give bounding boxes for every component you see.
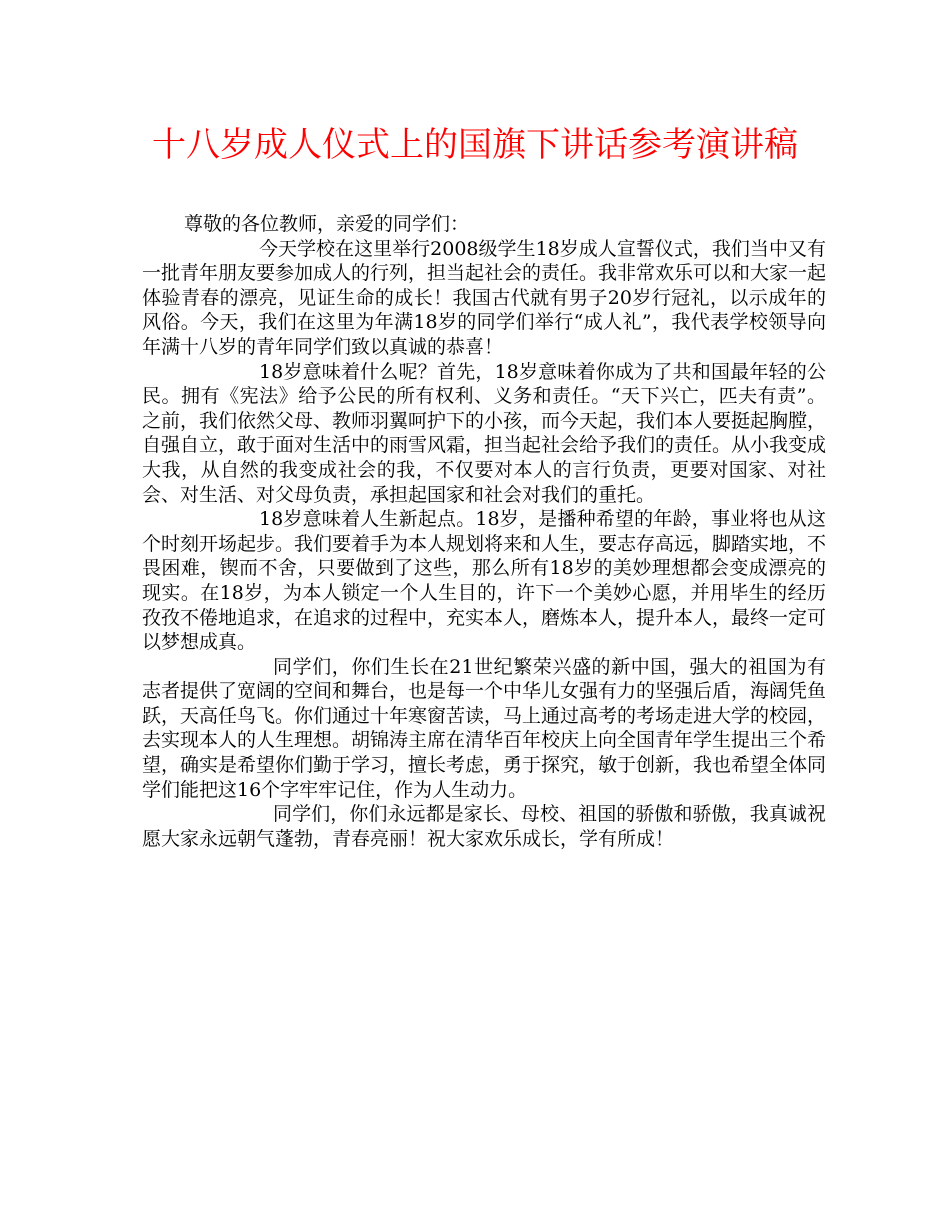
paragraph-1: 今天学校在这里举行2008级学生18岁成人宣誓仪式，我们当中又有一批青年朋友要参加成人的行列，担当起社会的责任。我非常欢乐可以和大家一起体验青春的漂亮，见证生命的成长！我国古代就有男子20岁行冠礼，以示成年的风俗。今天，我们在这里为年满18岁的同学们举行“成人礼”，我代表学校领导向年满十八岁的青年同学们致以真诚的恭喜！ (142, 237, 827, 358)
document-body (142, 212, 826, 851)
paragraph-2: 18岁意味着什么呢？首先，18岁意味着你成为了共和国最年轻的公民。拥有《宪法》给予公民的所有权利、义务和责任。“天下兴亡，匹夫有责”。之前，我们依然父母、教师羽翼呵护下的小孩，而今天起，我们本人要挺起胸膛，自强自立，敢于面对生活中的雨雪风霜，担当起社会给予我们的责任。从小我变成大我，从自然的我变成社会的我，不仅要对本人的言行负责，更要对国家、对社会、对生活、对父母负责，承担起国家和社会对我们的重托。 (142, 360, 827, 506)
paragraph-4: 同学们，你们生长在21世纪繁荣兴盛的新中国，强大的祖国为有志者提供了宽阔的空间和舞台，也是每一个中华儿女强有力的坚强后盾，海阔凭鱼跃，天高任鸟飞。你们通过十年寒窗苦读，马上通过高考的考场走进大学的校园，去实现本人的人生理想。胡锦涛主席在清华百年校庆上向全国青年学生提出三个希望，确实是希望你们勤于学习，擅长考虑，勇于探究，敏于创新，我也希望全体同学们能把这16个字牢牢记住，作为人生动力。 (142, 655, 827, 801)
salutation: 尊敬的各位教师，亲爱的同学们： (184, 213, 470, 235)
paragraph-3: 18岁意味着人生新起点。18岁，是播种希望的年龄，事业将也从这个时刻开场起步。我们要着手为本人规划将来和人生，要志存高远，脚踏实地，不畏困难，锲而不舍，只要做到了这些，那么所有18岁的美妙理想都会变成漂亮的现实。在18岁，为本人锁定一个人生目的，许下一个美妙心愿，并用毕生的经历孜孜不倦地追求，在追求的过程中，充实本人，磨炼本人，提升本人，最终一定可以梦想成真。 (142, 508, 827, 654)
paragraph-5: 同学们，你们永远都是家长、母校、祖国的骄傲和骄傲，我真诚祝愿大家永远朝气蓬勃，青春亮丽！祝大家欢乐成长，学有所成！ (142, 803, 826, 850)
document-title: 十八岁成人仪式上的国旗下讲话参考演讲稿 (152, 125, 798, 165)
